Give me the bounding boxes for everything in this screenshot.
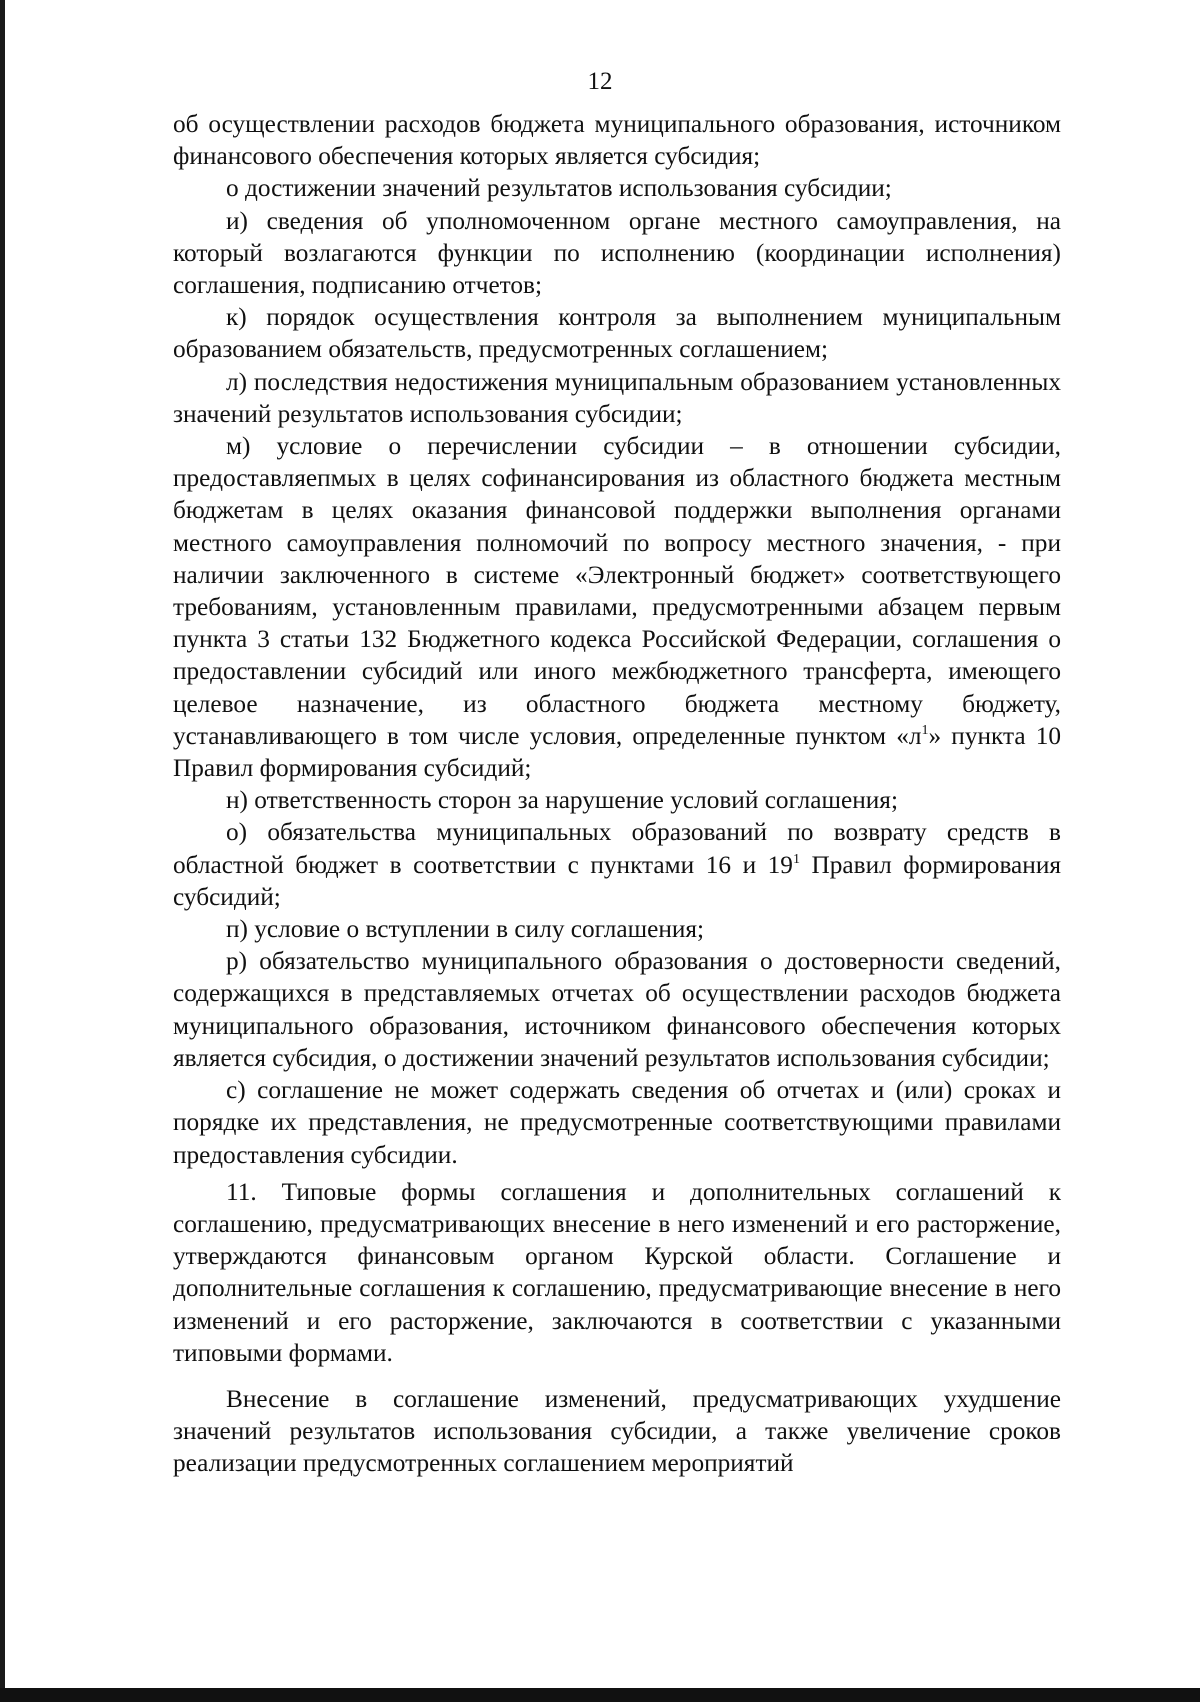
paragraph-item-k: к) порядок осуществления контроля за выполнением муниципальным образованием обязательств, предусмотренных соглашением; <box>173 303 1061 364</box>
paragraph-item-n: н) ответственность сторон за нарушение условий соглашения; <box>226 786 898 815</box>
paragraph-item-o <box>173 816 1061 913</box>
paragraph-item-r: р) обязательство муниципального образования о достоверности сведений, содержащихся в представляемых отчетах об осуществлении расходов бюджета муниципального образования, источником финансового обеспечения которых является субсидия, о достижении значений результатов использования субсидии; <box>173 947 1061 1072</box>
scan-left-edge <box>0 0 5 1702</box>
paragraph-item-m-text: м) условие о перечислении субсидии – в отношении субсидии, предоставляепмых в целях софинансирования из областного бюджета местным бюджетам в целях оказания финансовой поддержки выполнения органами местного самоуправления полномочий по вопросу местного значения, - при наличии заключенного в системе «Электронный бюджет» соответствующего требованиям, установленным правилами, предусмотренными абзацем первым пункта 3 статьи 132 Бюджетного кодекса Российской Федерации, соглашения о предоставлении субсидий или иного межбюджетного трансферта, имеющего целевое назначение, из областного бюджета местному бюджету, устанавливающего в том числе условия, определенные пунктом «л <box>173 432 1061 750</box>
paragraph-item-m-text-end: » пункта 10 Правил формирования субсидий; <box>173 721 1061 783</box>
superscript-1: 1 <box>921 722 929 738</box>
superscript-1: 1 <box>792 851 800 867</box>
paragraph-amendments: Внесение в соглашение изменений, предусматривающих ухудшение значений результатов использования субсидии, а также увеличение сроков реализации предусмотренных соглашением мероприятий <box>173 1384 1061 1478</box>
paragraph-item-o-text-end: Правил формирования субсидий; <box>173 850 1061 911</box>
paragraph-section-11: 11. Типовые формы соглашения и дополнительных соглашений к соглашению, предусматривающих внесение в него изменений и его расторжение, утверждаются финансовым органом Курской области. Соглашение и дополнительные соглашения к соглашению, предусматривающие внесение в него изменений и его расторжение, заключаются в соответствии с указанными типовыми формами. <box>173 1177 1061 1367</box>
document-body <box>173 108 1061 1480</box>
paragraph-item-p: п) условие о вступлении в силу соглашения; <box>226 915 705 944</box>
scan-bottom-edge <box>0 1688 1200 1702</box>
paragraph-item-m <box>173 430 1061 784</box>
paragraph-item-o-text: о) обязательства муниципальных образований по возврату средств в областной бюджет в соответствии с пунктами 16 и 19 <box>173 818 1061 879</box>
paragraph-report-expenses: об осуществлении расходов бюджета муниципального образования, источником финансового обеспечения которых является субсидия; <box>173 110 1061 171</box>
paragraph-report-results: о достижении значений результатов использования субсидии; <box>226 174 892 203</box>
page-number: 12 <box>587 68 613 95</box>
paragraph-item-l: л) последствия недостижения муниципальным образованием установленных значений результатов использования субсидии; <box>173 367 1061 428</box>
paragraph-item-i: и) сведения об уполномоченном органе местного самоуправления, на который возлагаются функции по исполнению (координации исполнения) соглашения, подписанию отчетов; <box>173 206 1061 300</box>
paragraph-item-s: с) соглашение не может содержать сведения об отчетах и (или) сроках и порядке их представления, не предусмотренные соответствующими правилами предоставления субсидии. <box>173 1076 1061 1169</box>
